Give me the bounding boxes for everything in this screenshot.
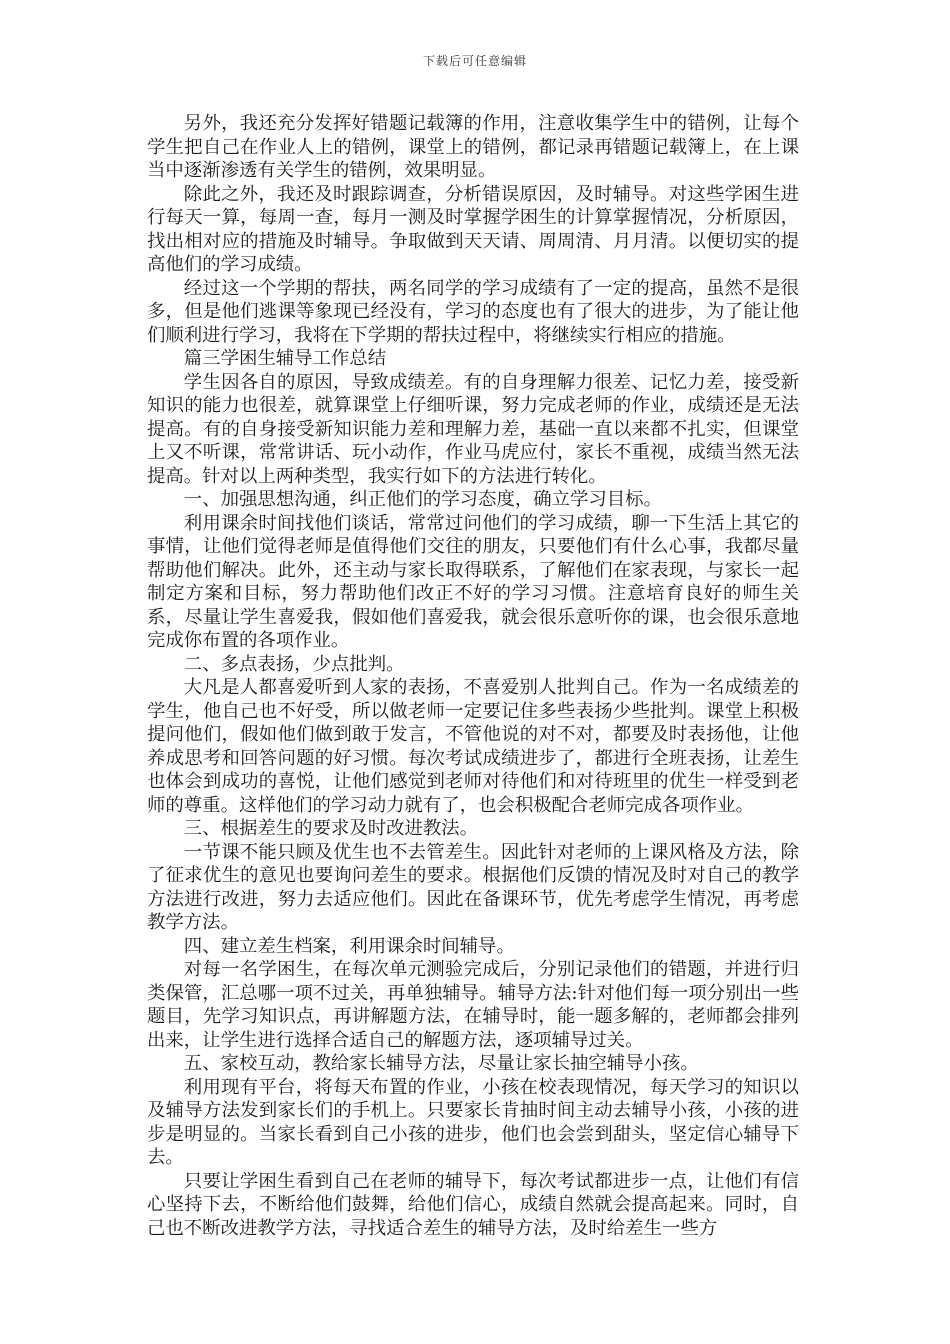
paragraph-tracking-survey: 除此之外，我还及时跟踪调查，分析错误原因，及时辅导。对这些学困生进行每天一算，每周一查，每月一测及时掌握学困生的计算掌握情况，分析原因，找出相对应的措施及时辅导。争取做到天天请、周周清、月月清。以便切实的提高他们的学习成绩。 (147, 183, 799, 275)
page-header: 下载后可任意编辑 (422, 54, 527, 68)
subheading-2: 二、多点表扬，少点批判。 (183, 653, 405, 675)
subheading-1: 一、加强思想沟通，纠正他们的学习态度，确立学习目标。 (183, 489, 662, 510)
paragraph-home-school: 利用现有平台，将每天布置的作业，小孩在校表现情况，每天学习的知识以及辅导方法发到家长们的手机上。只要家长肯抽时间主动去辅导小孩，小孩的进步是明显的。当家长看到自己小孩的进步，他们也会尝到甜头，坚定信心辅导下去。 (147, 1076, 799, 1168)
subheading-4: 四、建立差生档案，利用课余时间辅导。 (183, 935, 515, 957)
subheading-5: 五、家校互动，教给家长辅导方法，尽量让家长抽空辅导小孩。 (183, 1053, 699, 1074)
subheading-3: 三、根据差生的要求及时改进教法。 (183, 818, 479, 839)
document-body (147, 112, 799, 1240)
section-heading: 篇三学困生辅导工作总结 (183, 348, 387, 369)
paragraph-intro: 学生因各自的原因，导致成绩差。有的自身理解力很差、记忆力差，接受新知识的能力也很差，就算课堂上仔细听课，努力完成老师的作业，成绩还是无法提高。有的自身接受新知识能力差和理解力差，基础一直以来都不扎实，但课堂上又不听课，常常讲话、玩小动作，作业马虎应付，家长不重视，成绩当然无法提高。针对以上两种类型，我实行如下的方法进行转化。 (147, 371, 799, 487)
paragraph-praise: 大凡是人都喜爱听到人家的表扬，不喜爱别人批判自己。作为一名成绩差的学生，他自己也不好受，所以做老师一定要记住多些表扬少些批判。课堂上积极提问他们，假如他们做到敢于发言，不管他说的对不对，都要及时表扬他，让他养成思考和回答问题的好习惯。每次考试成绩进步了，都进行全班表扬，让差生也体会到成功的喜悦，让他们感觉到老师对待他们和对待班里的优生一样受到老师的尊重。这样他们的学习动力就有了，也会积极配合老师完成各项作业。 (147, 677, 799, 816)
paragraph-archive: 对每一名学困生，在每次单元测验完成后，分别记录他们的错题，并进行归类保管，汇总哪一项不过关，再单独辅导。辅导方法:针对他们每一项分别出一些题目，先学习知识点，再讲解题方法，在辅导时，能一题多解的，老师都会排列出来，让学生进行选择合适自己的解题方法，逐项辅导过关。 (147, 959, 799, 1051)
paragraph-semester-result: 经过这一个学期的帮扶，两名同学的学习成绩有了一定的提高，虽然不是很多，但是他们逃课等象现已经没有，学习的态度也有了很大的进步，为了能让他们顺利进行学习，我将在下学期的帮扶过程中，将继续实行相应的措施。 (147, 277, 799, 346)
paragraph-conclusion: 只要让学困生看到自己在老师的辅导下，每次考试都进步一点，让他们有信心坚持下去，不断给他们鼓舞，给他们信心，成绩自然就会提高起来。同时，自己也不断改进教学方法，寻找适合差生的辅导方法，及时给差生一些方 (147, 1170, 799, 1239)
paragraph-teaching-method: 一节课不能只顾及优生也不去管差生。因此针对老师的上课风格及方法，除了征求优生的意见也要询问差生的要求。根据他们反馈的情况及时对自己的教学方法进行改进，努力去适应他们。因此在备课环节，优先考虑学生情况，再考虑教学方法。 (147, 841, 799, 933)
paragraph-error-notebook: 另外，我还充分发挥好错题记载簿的作用，注意收集学生中的错例，让每个学生把自己在作业人上的错例，课堂上的错例，都记录再错题记载簿上，在上课当中逐渐渗透有关学生的错例，效果明显。 (147, 113, 799, 181)
paragraph-communication: 利用课余时间找他们谈话，常常过问他们的学习成绩，聊一下生活上其它的事情，让他们觉得老师是值得他们交往的朋友，只要他们有什么心事，我都尽量帮助他们解决。此外，还主动与家长取得联系，了解他们在家表现，与家长一起制定方案和目标，努力帮助他们改正不好的学习习惯。注意培育良好的师生关系，尽量让学生喜爱我，假如他们喜爱我，就会很乐意听你的课，也会很乐意地完成你布置的各项作业。 (147, 512, 799, 651)
